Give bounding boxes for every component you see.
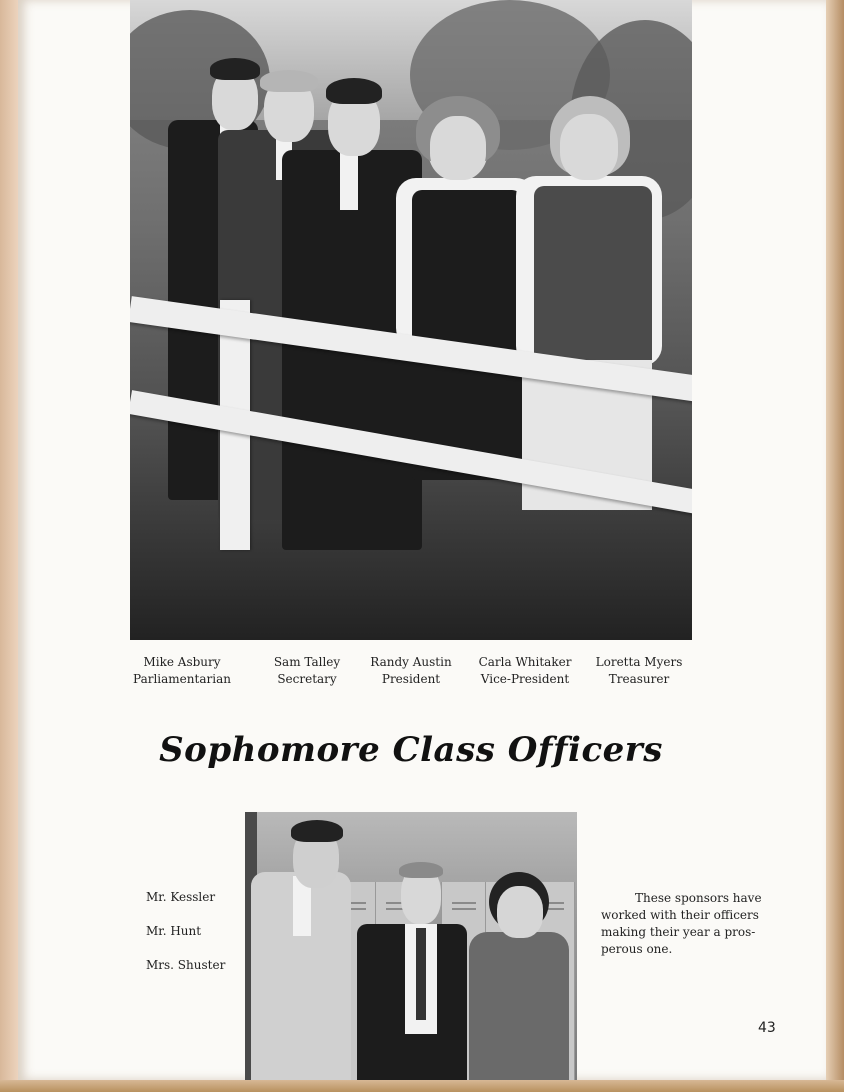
caption-officer-1 bbox=[122, 654, 242, 688]
caption-officer-2 bbox=[252, 654, 362, 688]
page-bottom-edge bbox=[0, 1080, 844, 1092]
blurb-line: worked with their officers bbox=[601, 908, 759, 922]
blurb-line: perous one. bbox=[601, 942, 673, 956]
sponsor-name: Mr. Kessler bbox=[146, 890, 216, 904]
officer-role: President bbox=[381, 672, 441, 686]
caption-officer-4 bbox=[466, 654, 584, 688]
sponsor-name: Mr. Hunt bbox=[146, 924, 202, 938]
blurb-line: These sponsors have bbox=[635, 891, 762, 905]
page-binding-right bbox=[826, 0, 844, 1092]
caption-officer-5 bbox=[584, 654, 694, 688]
page-number: 43 bbox=[758, 1020, 776, 1036]
officer-name: Randy Austin bbox=[370, 655, 452, 669]
officer-name: Carla Whitaker bbox=[478, 655, 572, 669]
page-binding-left bbox=[0, 0, 18, 1092]
sponsors-blurb bbox=[601, 890, 761, 958]
officer-role: Vice-President bbox=[480, 672, 570, 686]
officer-role: Secretary bbox=[277, 672, 337, 686]
caption-officer-3 bbox=[356, 654, 466, 688]
officer-role: Treasurer bbox=[608, 672, 670, 686]
class-officers-photo bbox=[130, 0, 692, 640]
blurb-line: making their year a pros- bbox=[601, 925, 756, 939]
sponsor-list bbox=[146, 880, 225, 982]
officer-role: Parliamentarian bbox=[133, 672, 231, 686]
page-title: Sophomore Class Officers bbox=[159, 730, 663, 770]
officer-name: Mike Asbury bbox=[143, 655, 221, 669]
officer-name: Loretta Myers bbox=[595, 655, 683, 669]
sponsor-name: Mrs. Shuster bbox=[146, 958, 226, 972]
sponsors-photo bbox=[245, 812, 577, 1080]
officer-name: Sam Talley bbox=[273, 655, 341, 669]
officer-captions bbox=[130, 654, 692, 694]
